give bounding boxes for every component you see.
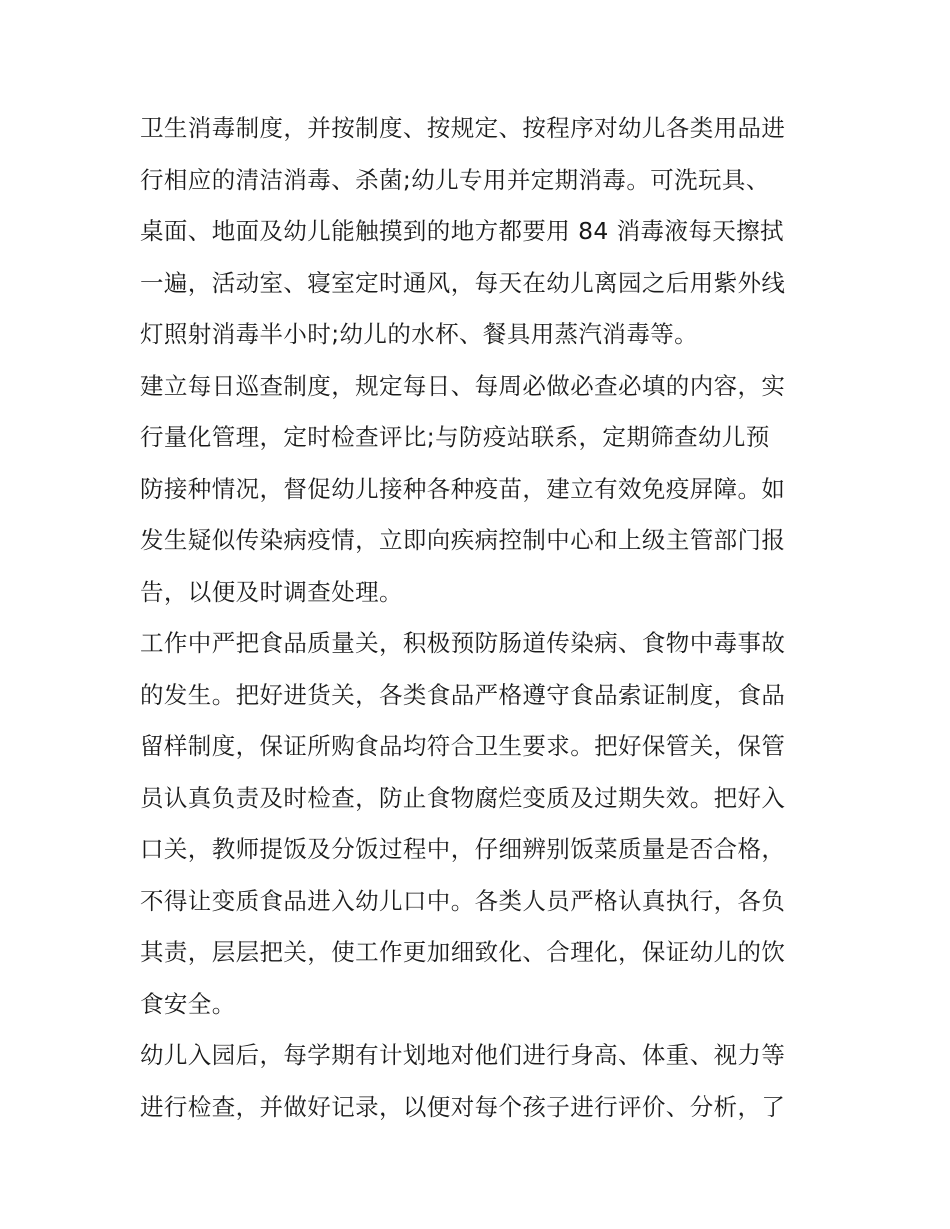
text-line: 告，以便及时调查处理。 [140,577,403,606]
document-page [140,103,815,1133]
text-line: 桌面、地面及幼儿能触摸到的地方都要用 84 消毒液每天擦拭 [140,217,784,245]
text-line: 发生疑似传染病疫情，立即向疾病控制中心和上级主管部门报 [140,526,786,554]
text-line: 灯照射消毒半小时;幼儿的水杯、餐具用蒸汽消毒等。 [140,320,699,348]
text-line: 进行检查，并做好记录，以便对每个孩子进行评价、分析，了 [140,1092,786,1121]
text-line: 员认真负责及时检查，防止食物腐烂变质及过期失效。把好入 [140,783,786,812]
text-line: 一遍，活动室、寝室定时通风，每天在幼儿离园之后用紫外线 [140,268,786,297]
paragraph-food-safety [140,618,815,1030]
text-line: 口关，教师提饭及分饭过程中，仔细辨别饭菜质量是否合格， [140,835,786,863]
text-line: 行量化管理，定时检查评比;与防疫站联系，定期筛查幼儿预 [140,423,770,451]
paragraph-health-check [140,1030,815,1133]
text-line: 工作中严把食品质量关，积极预防肠道传染病、食物中毒事故 [140,629,786,657]
text-line: 建立每日巡查制度，规定每日、每周必做必查必填的内容，实 [140,371,786,400]
text-line: 行相应的清洁消毒、杀菌;幼儿专用并定期消毒。可洗玩具、 [140,165,770,194]
text-line: 其责，层层把关，使工作更加细致化、合理化，保证幼儿的饮 [140,938,786,966]
text-line: 卫生消毒制度，并按制度、按规定、按程序对幼儿各类用品进 [140,114,786,142]
text-line: 的发生。把好进货关，各类食品严格遵守食品索证制度，食品 [140,680,786,709]
text-line: 留样制度，保证所购食品均符合卫生要求。把好保管关，保管 [140,732,786,760]
text-line: 幼儿入园后，每学期有计划地对他们进行身高、体重、视力等 [140,1041,786,1069]
text-line: 防接种情况，督促幼儿接种各种疫苗，建立有效免疫屏障。如 [140,474,786,503]
paragraph-inspection [140,361,815,619]
paragraph-disinfection [140,103,815,361]
text-line: 不得让变质食品进入幼儿口中。各类人员严格认真执行，各负 [140,886,786,915]
text-line: 食安全。 [140,989,236,1018]
